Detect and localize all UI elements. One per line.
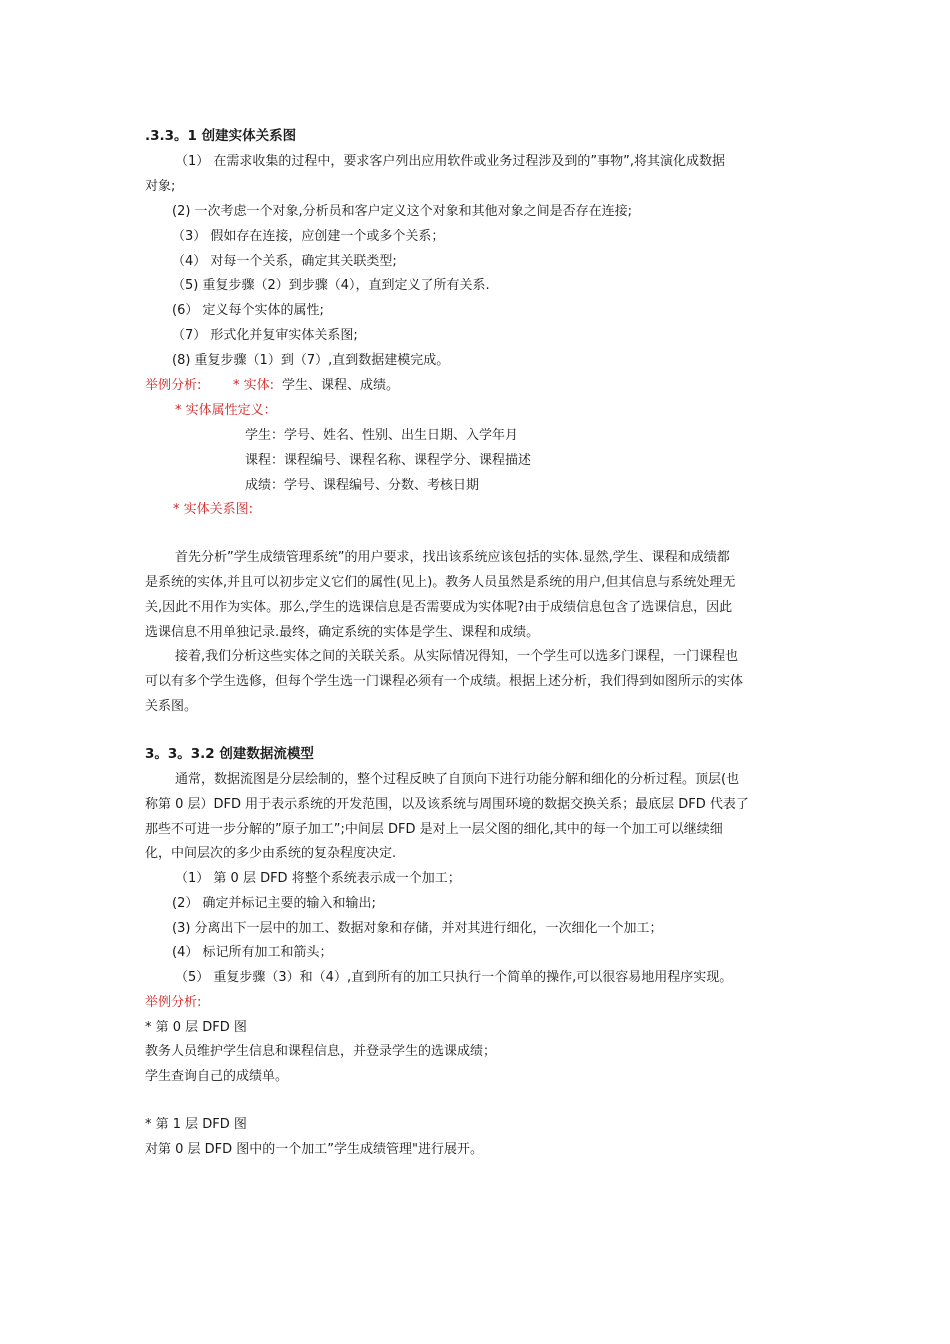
paragraph-line: 关系图。 bbox=[145, 699, 198, 714]
er-step-1: （1） 在需求收集的过程中，要求客户列出应用软件或业务过程涉及到的”事物”,将其演化成数据 bbox=[175, 154, 726, 169]
paragraph-line: 化，中间层次的多少由系统的复杂程度决定. bbox=[145, 846, 397, 861]
er-diagram-label: * 实体关系图: bbox=[173, 502, 254, 517]
example-label: 举例分析: bbox=[145, 995, 202, 1010]
section-heading-er: .3.3。1 创建实体关系图 bbox=[145, 128, 297, 144]
er-step-5: （5) 重复步骤（2）到步骤（4），直到定义了所有关系. bbox=[172, 278, 490, 293]
attr-grade: 成绩：学号、课程编号、分数、考核日期 bbox=[245, 478, 480, 493]
er-step-7: （7） 形式化并复审实体关系图; bbox=[172, 328, 358, 343]
paragraph-line: 可以有多个学生选修，但每个学生选一门课程必须有一个成绩。根据上述分析，我们得到如图所示的实体 bbox=[145, 674, 744, 689]
paragraph-line: 接着,我们分析这些实体之间的关联关系。从实际情况得知，一个学生可以选多门课程，一门课程也 bbox=[175, 649, 739, 664]
dfd-step-3: (3) 分离出下一层中的加工、数据对象和存储，并对其进行细化，一次细化一个加工； bbox=[172, 921, 663, 936]
section-heading-dfd: 3。3。3.2 创建数据流模型 bbox=[145, 746, 314, 762]
paragraph-line: 那些不可进一步分解的”原子加工”;中间层 DFD 是对上一层父图的细化,其中的每一个加工可以继续细 bbox=[145, 822, 723, 837]
attr-def-label: * 实体属性定义： bbox=[175, 403, 277, 418]
dfd0-desc: 教务人员维护学生信息和课程信息，并登录学生的选课成绩； bbox=[145, 1044, 497, 1059]
dfd1-label: * 第 1 层 DFD 图 bbox=[145, 1117, 247, 1132]
dfd-step-2: (2） 确定并标记主要的输入和输出; bbox=[172, 896, 376, 911]
er-step-2: (2) 一次考虑一个对象,分析员和客户定义这个对象和其他对象之间是否存在连接; bbox=[172, 204, 633, 219]
paragraph-line: 是系统的实体,并且可以初步定义它们的属性(见上)。教务人员虽然是系统的用户,但其信息与系统处理无 bbox=[145, 575, 736, 590]
paragraph-line: 称第 0 层）DFD 用于表示系统的开发范围，以及该系统与周围环境的数据交换关系；最底层 DFD 代表了 bbox=[145, 797, 749, 812]
entities-value: 学生、课程、成绩。 bbox=[282, 378, 400, 393]
er-step-1-cont: 对象; bbox=[145, 179, 176, 194]
er-step-8: (8) 重复步骤（1）到（7）,直到数据建模完成。 bbox=[172, 353, 450, 368]
paragraph-line: 通常，数据流图是分层绘制的，整个过程反映了自顶向下进行功能分解和细化的分析过程。顶层(也 bbox=[175, 772, 740, 787]
er-step-3: （3） 假如存在连接，应创建一个或多个关系； bbox=[172, 229, 445, 244]
dfd-step-5: （5） 重复步骤（3）和（4）,直到所有的加工只执行一个简单的操作,可以很容易地用程序实现。 bbox=[175, 970, 733, 985]
paragraph-line: 关,因此不用作为实体。那么,学生的选课信息是否需要成为实体呢?由于成绩信息包含了选课信息，因此 bbox=[145, 600, 733, 615]
entities-label: * 实体: bbox=[233, 378, 275, 393]
er-step-6: (6） 定义每个实体的属性; bbox=[172, 303, 324, 318]
attr-course: 课程：课程编号、课程名称、课程学分、课程描述 bbox=[245, 453, 532, 468]
er-step-4: （4） 对每一个关系，确定其关联类型; bbox=[172, 254, 397, 269]
dfd0-desc: 学生查询自己的成绩单。 bbox=[145, 1069, 289, 1084]
paragraph-line: 首先分析”学生成绩管理系统”的用户要求，找出该系统应该包括的实体.显然,学生、课程和成绩都 bbox=[175, 550, 730, 565]
dfd0-label: * 第 0 层 DFD 图 bbox=[145, 1020, 247, 1035]
dfd1-desc: 对第 0 层 DFD 图中的一个加工”学生成绩管理"进行展开。 bbox=[145, 1142, 484, 1157]
attr-student: 学生：学号、姓名、性别、出生日期、入学年月 bbox=[245, 428, 519, 443]
dfd-step-1: （1） 第 0 层 DFD 将整个系统表示成一个加工； bbox=[175, 871, 461, 886]
paragraph-line: 选课信息不用单独记录.最终，确定系统的实体是学生、课程和成绩。 bbox=[145, 625, 540, 640]
example-label: 举例分析: bbox=[145, 378, 202, 393]
dfd-step-4: (4） 标记所有加工和箭头； bbox=[172, 945, 333, 960]
